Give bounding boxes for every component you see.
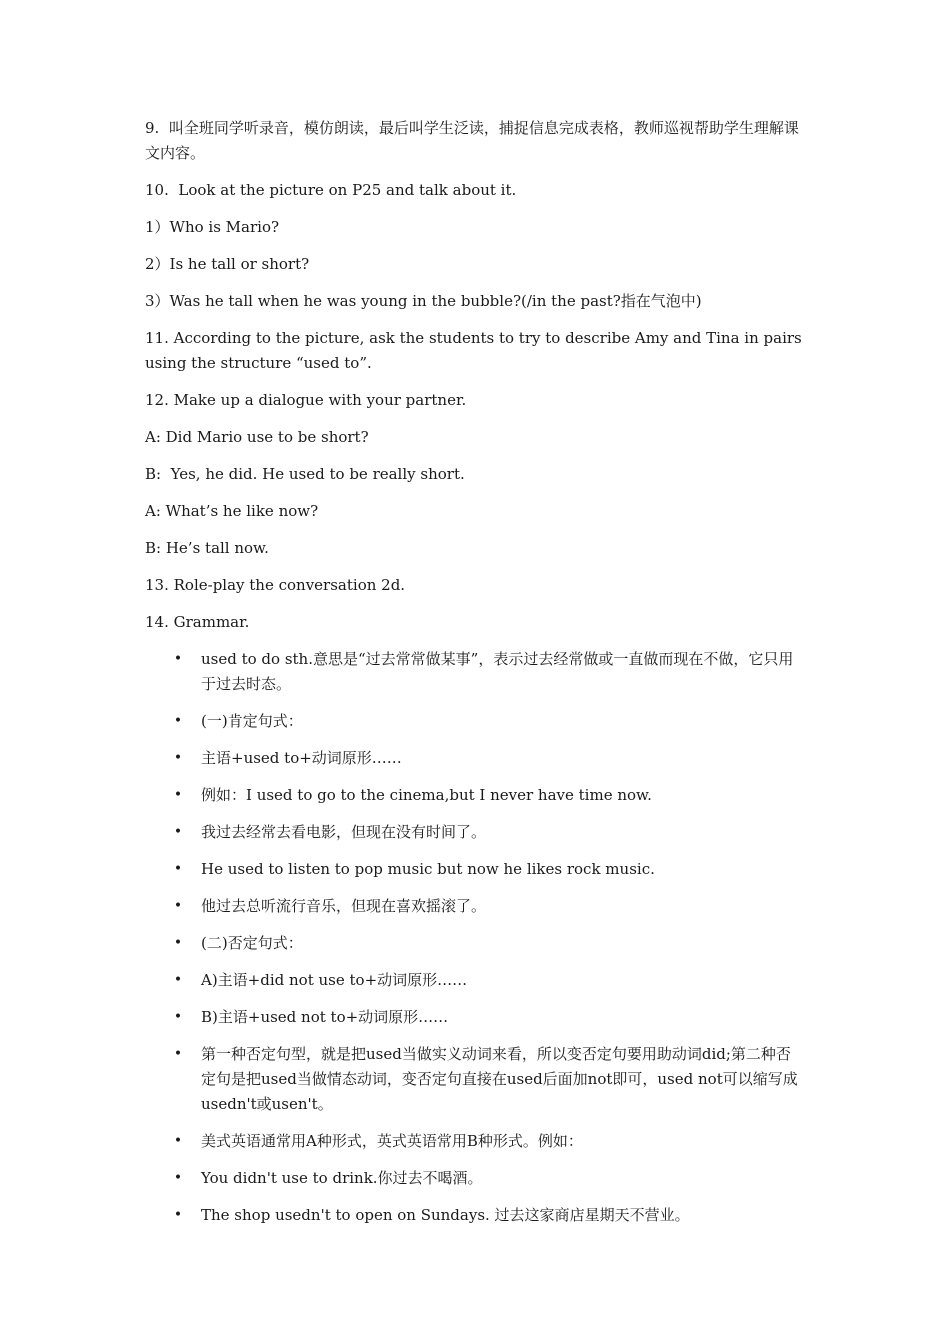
bullet-text: 第一种否定句型，就是把used当做实义动词来看，所以变否定句要用助动词did;第二种否定句是把used当做情态动词，变否定句直接在used后面加not即可，used not可以缩写成usedn't或usen't。 [201,1045,798,1113]
paragraph-step-13: 13. Role-play the conversation 2d. [145,576,406,594]
bullet-text: 我过去经常去看电影，但现在没有时间了。 [201,823,487,841]
bullet-item [145,783,805,808]
bullet-text: The shop usedn't to open on Sundays. 过去这家商店星期天不营业。 [201,1206,690,1224]
bullet-icon: • [173,898,183,914]
bullet-item [145,1203,805,1228]
paragraph-step-9: 9. 叫全班同学听录音，模仿朗读，最后叫学生泛读，捕捉信息完成表格，教师巡视帮助学生理解课文内容。 [145,119,799,162]
dialogue-line: A: Did Mario use to be short? [145,428,369,446]
question-2: 2）Is he tall or short? [145,255,310,273]
bullet-icon: • [173,935,183,951]
paragraph-step-10: 10. Look at the picture on P25 and talk about it. [145,181,517,199]
bullet-text: 例如：I used to go to the cinema,but I never have time now. [201,786,652,804]
bullet-text: B)主语+used not to+动词原形…… [201,1008,449,1026]
bullet-icon: • [173,750,183,766]
bullet-text: used to do sth.意思是“过去常常做某事”，表示过去经常做或一直做而现在不做，它只用于过去时态。 [201,650,794,693]
bullet-icon: • [173,861,183,877]
bullet-icon: • [173,713,183,729]
bullet-text: He used to listen to pop music but now he likes rock music. [201,860,655,878]
bullet-item [145,746,805,771]
bullet-text: 美式英语通常用A种形式，英式英语常用B种形式。例如： [201,1132,583,1150]
bullet-text: 主语+used to+动词原形…… [201,749,402,767]
paragraph-step-12: 12. Make up a dialogue with your partner. [145,391,467,409]
bullet-icon: • [173,1133,183,1149]
bullet-item [145,820,805,845]
bullet-text: (二)否定句式： [201,934,303,952]
bullet-item [145,647,805,697]
bullet-item [145,709,805,734]
bullet-item [145,1042,805,1117]
bullet-icon: • [173,1046,183,1062]
document-body [145,116,805,1240]
bullet-icon: • [173,1170,183,1186]
bullet-text: You didn't use to drink.你过去不喝酒。 [201,1169,483,1187]
question-3: 3）Was he tall when he was young in the bubble?(/in the past?指在气泡中) [145,292,702,310]
paragraph-step-11: 11. According to the picture, ask the students to try to describe Amy and Tina in pairs using the structure “used to”. [145,329,807,372]
bullet-icon: • [173,824,183,840]
bullet-text: (一)肯定句式： [201,712,303,730]
bullet-icon: • [173,651,183,667]
bullet-icon: • [173,787,183,803]
bullet-item [145,857,805,882]
dialogue-line: A: What’s he like now? [145,502,319,520]
grammar-bullet-list [145,647,805,1228]
dialogue-line: B: Yes, he did. He used to be really short. [145,465,465,483]
paragraph-step-14: 14. Grammar. [145,613,250,631]
bullet-item [145,968,805,993]
bullet-text: 他过去总听流行音乐，但现在喜欢摇滚了。 [201,897,487,915]
bullet-item [145,1129,805,1154]
bullet-icon: • [173,972,183,988]
bullet-text: A)主语+did not use to+动词原形…… [201,971,468,989]
bullet-item [145,1005,805,1030]
bullet-item [145,931,805,956]
bullet-icon: • [173,1009,183,1025]
dialogue-line: B: He’s tall now. [145,539,269,557]
bullet-item [145,894,805,919]
bullet-icon: • [173,1207,183,1223]
bullet-item [145,1166,805,1191]
question-1: 1）Who is Mario? [145,218,280,236]
